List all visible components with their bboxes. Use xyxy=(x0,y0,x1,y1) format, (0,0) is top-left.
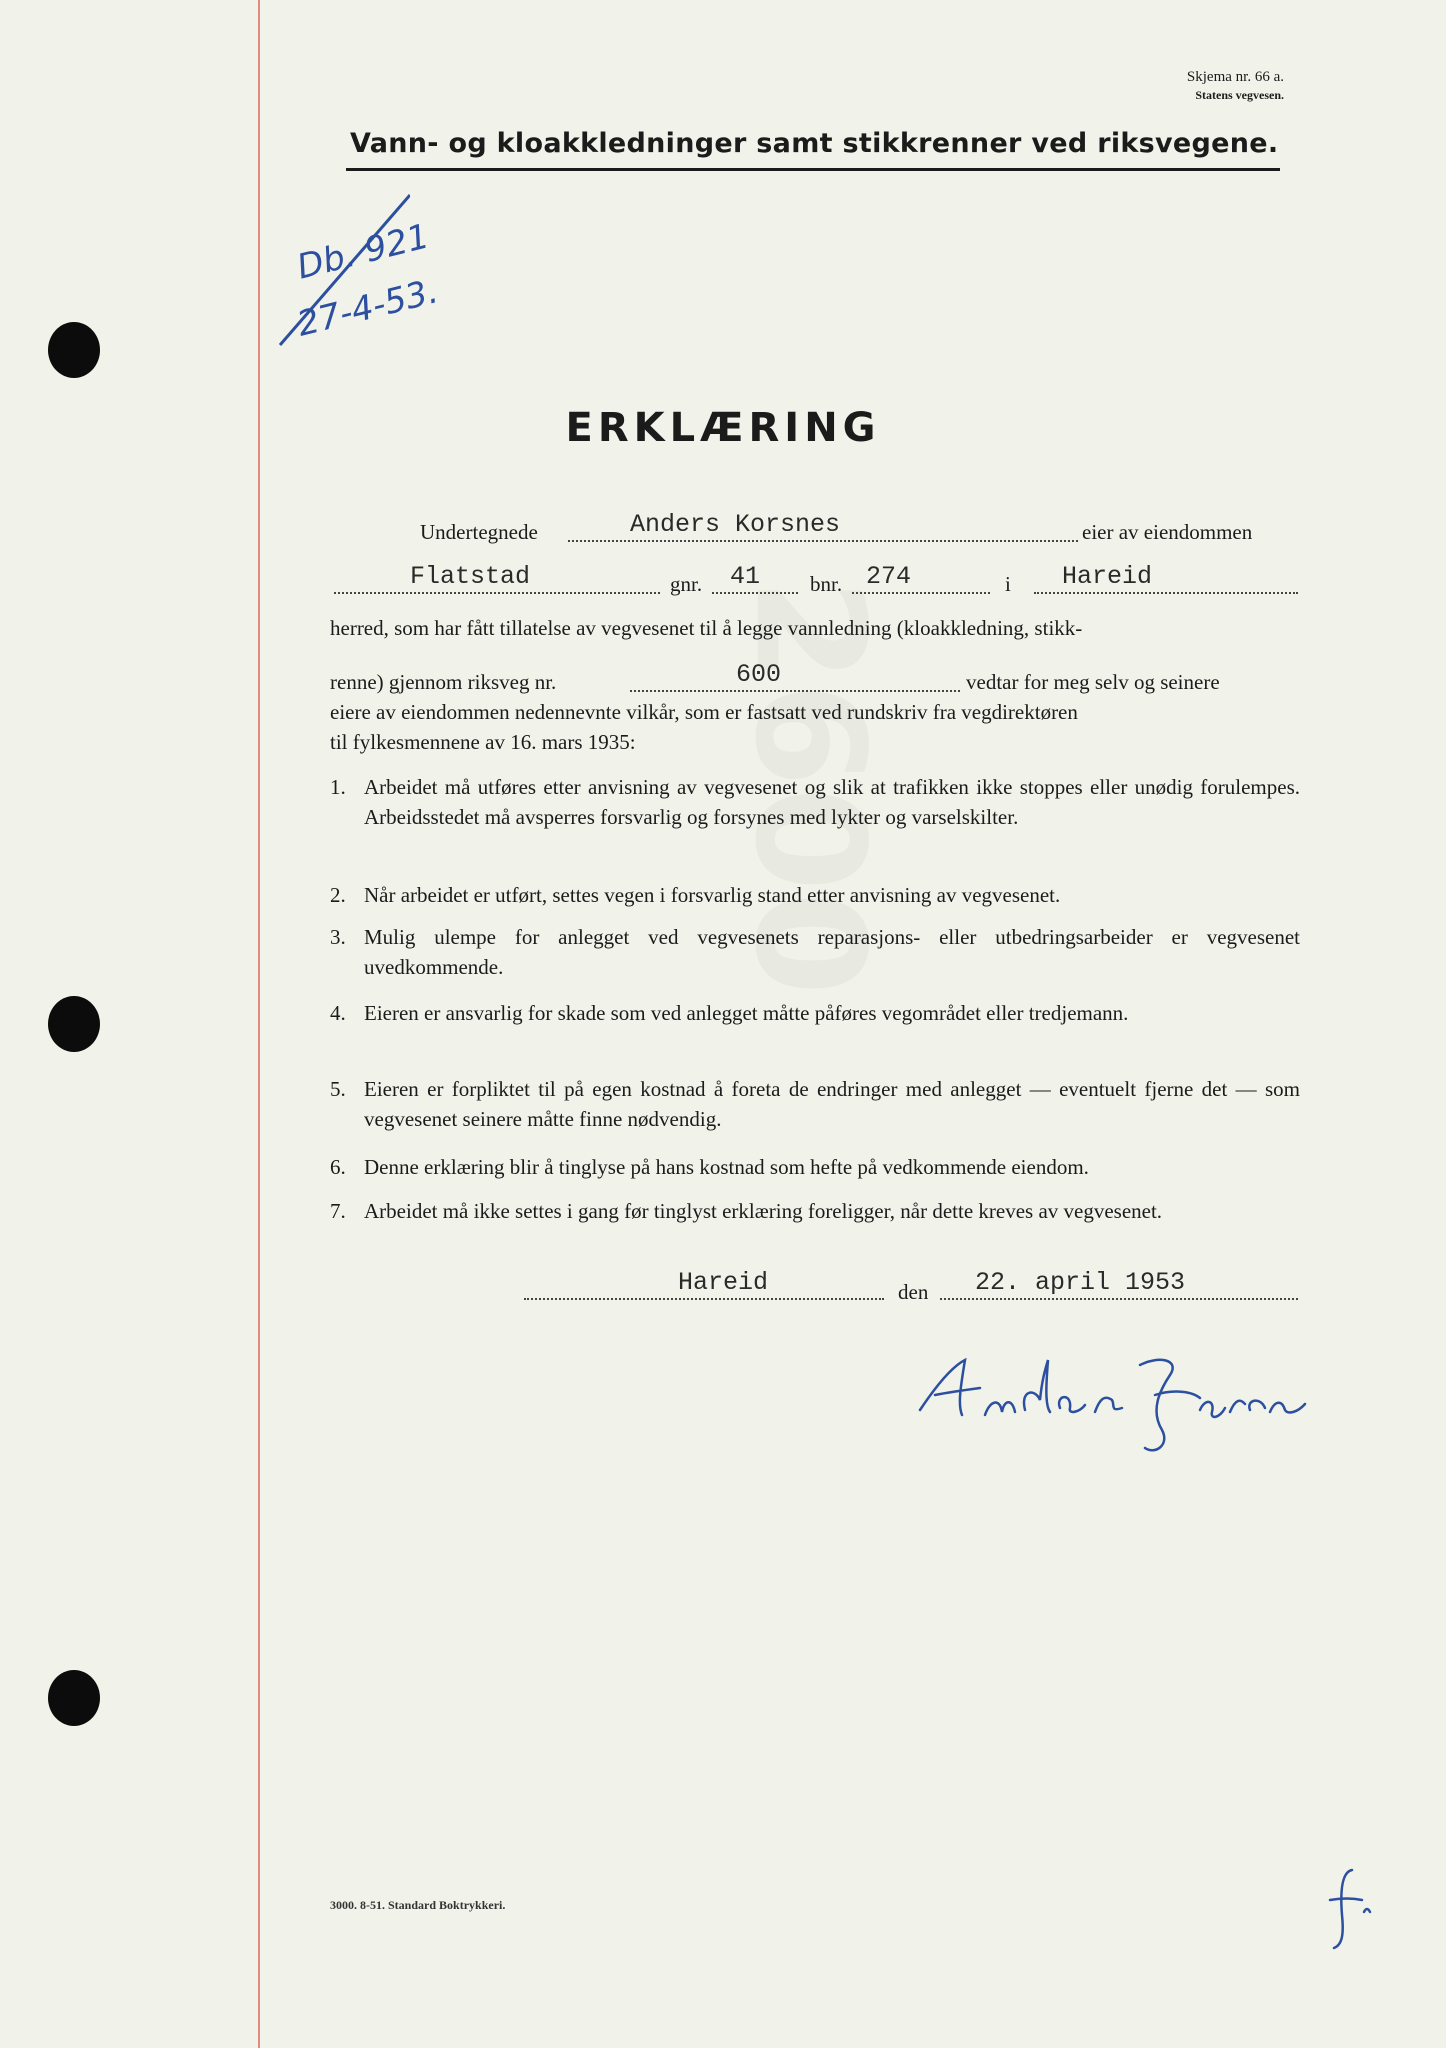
condition-number: 4. xyxy=(330,1001,346,1025)
fill-line xyxy=(940,1298,1298,1300)
condition-text: Arbeidet må ikke settes i gang før tinglyst erklæring foreligger, når dette kreves av vegvesenet. xyxy=(364,1199,1163,1223)
condition-text: Når arbeidet er utført, settes vegen i forsvarlig stand etter anvisning av vegvesenet. xyxy=(364,883,1061,907)
form-number: Skjema nr. 66 a. xyxy=(1186,69,1284,85)
punch-hole xyxy=(48,322,100,378)
place: Hareid xyxy=(678,1268,769,1297)
punch-hole xyxy=(48,996,100,1052)
form-number-block xyxy=(1187,68,1284,104)
bnr-value: 274 xyxy=(866,562,912,591)
declaration-line5: eiere av eiendommen nedennevnte vilkår, som er fastsatt ved rundskriv fra vegdirektøren xyxy=(330,700,1078,724)
condition-number: 6. xyxy=(330,1155,346,1179)
gnr-label: gnr. xyxy=(670,572,703,596)
condition-item xyxy=(330,922,1300,982)
municipality: Hareid xyxy=(1062,562,1153,591)
punch-hole xyxy=(48,1670,100,1726)
condition-text: Eieren er ansvarlig for skade som ved anlegget måtte påføres vegområdet eller tredjemann. xyxy=(364,1001,1129,1025)
form-heading: Vann- og kloakkledninger samt stikkrenner ved riksvegene. xyxy=(350,128,1279,159)
fill-line xyxy=(568,540,1078,542)
fill-line xyxy=(1034,592,1298,594)
fill-line xyxy=(630,690,960,692)
condition-item xyxy=(330,1074,1300,1134)
owner-signature xyxy=(900,1320,1320,1460)
condition-text: Mulig ulempe for anlegget ved vegvesenets reparasjons- eller utbedringsarbeider er vegvesenet uvedkommende. xyxy=(364,925,1300,979)
road-suffix: vedtar for meg selv og seinere xyxy=(966,670,1220,694)
document-title: ERKLÆRING xyxy=(565,405,881,451)
handwritten-initial xyxy=(1322,1860,1382,1950)
condition-number: 1. xyxy=(330,775,346,799)
condition-number: 2. xyxy=(330,883,346,907)
fill-line xyxy=(852,592,990,594)
declaration-line6: til fylkesmennene av 16. mars 1935: xyxy=(330,730,636,754)
property-name: Flatstad xyxy=(410,562,531,591)
undersigned-label: Undertegnede xyxy=(420,520,538,544)
margin-line xyxy=(258,0,260,2048)
owner-name: Anders Korsnes xyxy=(630,510,841,539)
declaration-line3: herred, som har fått tillatelse av vegvesenet til å legge vannledning (kloakkledning, stikk- xyxy=(330,616,1083,640)
condition-text: Arbeidet må utføres etter anvisning av vegvesenet og slik at trafikken ikke stoppes eller unødig forulempes. Arbeidsstedet må avsperres forsvarlig og forsynes med lykter og varselskilter. xyxy=(364,775,1300,829)
fill-line xyxy=(334,592,660,594)
heading-rule xyxy=(346,168,1280,171)
condition-item xyxy=(330,1152,1300,1182)
condition-item xyxy=(330,998,1300,1028)
bnr-label: bnr. xyxy=(810,572,843,596)
date: 22. april 1953 xyxy=(975,1268,1186,1297)
condition-text: Eieren er forpliktet til på egen kostnad å foreta de endringer med anlegget — eventuelt fjerne det — som vegvesenet seinere måtte finne nødvendig. xyxy=(364,1077,1300,1131)
gnr-value: 41 xyxy=(730,562,761,591)
owner-suffix: eier av eiendommen xyxy=(1082,520,1253,544)
road-number: 600 xyxy=(736,660,782,689)
in-label: i xyxy=(1005,572,1011,596)
condition-item xyxy=(330,1196,1300,1226)
condition-number: 5. xyxy=(330,1077,346,1101)
issuer: Statens vegvesen. xyxy=(1195,88,1284,102)
condition-number: 7. xyxy=(330,1199,346,1223)
fill-line xyxy=(524,1298,884,1300)
condition-item xyxy=(330,880,1300,910)
condition-text: Denne erklæring blir å tinglyse på hans kostnad som hefte på vedkommende eiendom. xyxy=(364,1155,1089,1179)
fill-line xyxy=(712,592,798,594)
condition-number: 3. xyxy=(330,925,346,949)
date-label: den xyxy=(898,1280,929,1304)
handwritten-note-line2: 27-4-53. xyxy=(293,271,443,345)
condition-item xyxy=(330,772,1300,832)
printer-line: 3000. 8-51. Standard Boktrykkeri. xyxy=(330,1898,506,1912)
handwritten-note-line1: Db. 921 xyxy=(293,216,434,288)
road-prefix: renne) gjennom riksveg nr. xyxy=(330,670,557,694)
